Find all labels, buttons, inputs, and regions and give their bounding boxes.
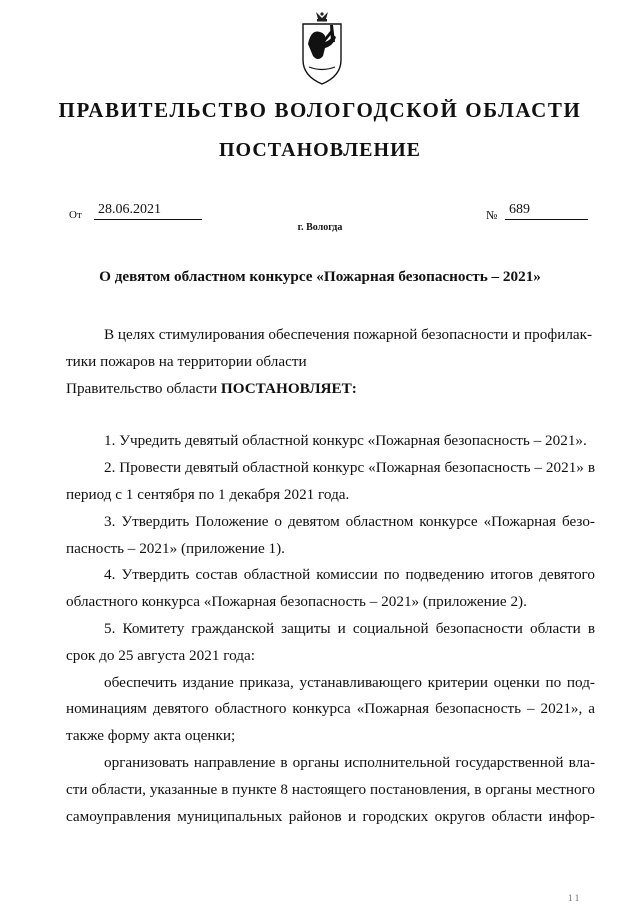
paragraph-item-4: 4. Утвердить состав областной комиссии по подведению итогов девятого областного конкурса «Пожарная безопасность – 2021» (приложение 2). bbox=[66, 566, 595, 611]
document-date: 28.06.2021 bbox=[94, 201, 202, 220]
decree-prefix: Правительство области bbox=[66, 379, 221, 397]
government-title: ПРАВИТЕЛЬСТВО ВОЛОГОДСКОЙ ОБЛАСТИ bbox=[58, 98, 582, 122]
decree-line bbox=[66, 376, 595, 403]
page-mark: 1 1 bbox=[568, 893, 580, 903]
intro-line-1: В целях стимулирования обеспечения пожарной безопасности и профилак- bbox=[104, 326, 593, 343]
coat-of-arms-icon bbox=[297, 10, 347, 86]
document-subject: О девятом областном конкурсе «Пожарная безопасность – 2021» bbox=[99, 268, 541, 285]
decree-word: ПОСТАНОВЛЯЕТ: bbox=[220, 379, 357, 397]
paragraph-item-5a: обеспечить издание приказа, устанавливающего критерии оценки по под-номинациям девятого областного конкурса «Пожарная безопасность – 2021», а также форму акта оценки; bbox=[66, 673, 595, 745]
paragraph-item-3: 3. Утвердить Положение о девятом областном конкурсе «Пожарная безо-пасность – 2021» (приложение 1). bbox=[66, 512, 595, 557]
document-number: 689 bbox=[505, 201, 588, 220]
intro-line-2: тики пожаров на территории области bbox=[66, 352, 307, 370]
paragraph-item-5: 5. Комитету гражданской защиты и социальной безопасности области в срок до 25 августа 2021 года: bbox=[66, 619, 595, 664]
paragraph-item-2: 2. Провести девятый областной конкурс «Пожарная безопасность – 2021» в период с 1 сентября по 1 декабря 2021 года. bbox=[66, 459, 595, 503]
date-label: От bbox=[69, 209, 82, 221]
paragraph-item-1: 1. Учредить девятый областной конкурс «Пожарная безопасность – 2021». bbox=[104, 432, 587, 450]
document-body bbox=[66, 322, 595, 830]
number-label: № bbox=[486, 208, 498, 222]
document-type: ПОСТАНОВЛЕНИЕ bbox=[219, 139, 421, 161]
city: г. Вологда bbox=[297, 222, 343, 233]
paragraph-item-5b: организовать направление в органы исполнительной государственной вла-сти области, указанные в пункте 8 настоящего постановления, в органы местного самоуправления муниципальных районов и городских округов области инфор- bbox=[66, 753, 595, 825]
